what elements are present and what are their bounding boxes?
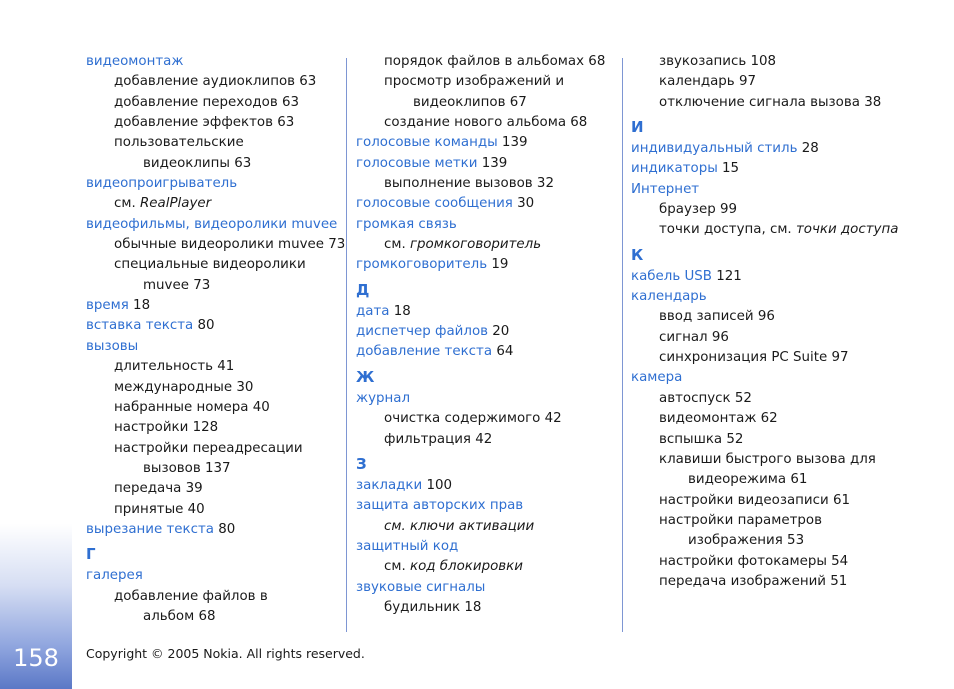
index-subentry xyxy=(356,517,611,537)
index-subentry xyxy=(631,389,886,409)
entry-text: набранные номера 40 xyxy=(114,399,270,415)
index-term xyxy=(631,287,886,307)
index-column-2 xyxy=(356,52,611,618)
index-term xyxy=(356,342,611,362)
index-letter-heading: И xyxy=(631,118,644,137)
entry-text: браузер 99 xyxy=(659,202,738,218)
entry-text: добавление файлов в xyxy=(114,588,268,604)
index-subentry xyxy=(86,255,341,275)
index-subentry xyxy=(631,72,886,92)
index-subentry xyxy=(86,154,341,174)
index-subentry xyxy=(356,174,611,194)
index-term xyxy=(86,520,341,540)
index-subentry xyxy=(356,235,611,255)
index-term xyxy=(86,52,341,72)
index-subentry xyxy=(631,572,886,592)
entry-text: автоспуск 52 xyxy=(659,390,752,406)
entry-text: голосовые сообщения xyxy=(356,196,513,212)
entry-text: календарь 97 xyxy=(659,74,756,90)
entry-text: создание нового альбома 68 xyxy=(384,115,588,131)
entry-text: индикаторы xyxy=(631,161,718,177)
entry-text: отключение сигнала вызова 38 xyxy=(659,94,882,110)
entry-text: громкоговоритель xyxy=(356,257,488,273)
entry-text: ввод записей 96 xyxy=(659,309,775,325)
entry-text: галерея xyxy=(86,568,143,584)
index-term xyxy=(356,496,611,516)
entry-text: выполнение вызовов 32 xyxy=(384,176,554,192)
entry-text: журнал xyxy=(356,390,411,406)
index-term xyxy=(86,337,341,357)
index-subentry xyxy=(631,491,886,511)
index-subentry xyxy=(86,357,341,377)
index-letter-heading: Д xyxy=(356,280,370,299)
entry-text: см. xyxy=(384,559,410,575)
page-ref: 80 xyxy=(213,521,236,537)
entry-text: видеомонтаж xyxy=(86,54,184,69)
index-subentry xyxy=(631,409,886,429)
index-letter-heading: К xyxy=(631,245,644,264)
index-subentry xyxy=(86,93,341,113)
entry-text: диспетчер файлов xyxy=(356,324,489,340)
index-subentry xyxy=(86,235,346,255)
entry-text: пользовательские xyxy=(114,135,244,151)
entry-text: настройки переадресации xyxy=(114,440,303,456)
page-ref: 64 xyxy=(492,344,514,360)
page-ref: 15 xyxy=(717,161,740,177)
entry-text: muvee 73 xyxy=(143,277,211,293)
page-sidebar xyxy=(0,0,72,689)
index-subentry xyxy=(356,598,611,618)
entry-text: точки доступа, см. xyxy=(659,222,796,238)
entry-text: громкая связь xyxy=(356,216,457,232)
entry-text: индивидуальный стиль xyxy=(631,141,798,157)
cross-reference: код блокировки xyxy=(409,559,523,575)
index-term xyxy=(631,267,886,287)
page-ref: 100 xyxy=(422,477,453,493)
entry-text: принятые 40 xyxy=(114,501,205,517)
entry-text: изображения 53 xyxy=(688,533,805,549)
index-subentry xyxy=(86,418,341,438)
index-term xyxy=(86,566,341,586)
index-term xyxy=(356,255,611,275)
index-subentry xyxy=(631,348,886,368)
page-ref: 139 xyxy=(477,155,508,171)
index-subentry xyxy=(86,72,341,92)
index-term xyxy=(356,154,611,174)
cross-reference: RealPlayer xyxy=(139,196,212,212)
entry-text: добавление переходов 63 xyxy=(114,94,300,110)
index-term xyxy=(356,215,611,235)
index-subentry xyxy=(356,430,611,450)
entry-text: вырезание текста xyxy=(86,521,214,537)
index-letter-heading: Ж xyxy=(356,367,375,386)
index-subentry xyxy=(631,552,886,572)
cross-reference: точки доступа xyxy=(795,222,899,238)
entry-text: вставка текста xyxy=(86,318,194,334)
entry-text: будильник 18 xyxy=(384,599,482,615)
index-subentry xyxy=(631,200,886,220)
entry-text: настройки видеозаписи 61 xyxy=(659,492,850,508)
index-term xyxy=(631,368,886,388)
index-subentry xyxy=(631,450,886,470)
entry-text: видеоклипы 63 xyxy=(143,155,252,171)
entry-text: вспышка 52 xyxy=(659,431,744,447)
index-subentry xyxy=(86,459,341,479)
entry-text: камера xyxy=(631,370,683,386)
index-subentry xyxy=(86,607,341,627)
index-subentry xyxy=(356,557,611,577)
page-number: 158 xyxy=(13,644,59,672)
index-subentry xyxy=(86,133,341,153)
index-subentry xyxy=(86,276,341,296)
index-term xyxy=(86,174,341,194)
index-term xyxy=(356,389,611,409)
index-subentry xyxy=(356,113,611,133)
entry-text: защита авторских прав xyxy=(356,498,524,514)
entry-text: см. xyxy=(114,196,140,212)
entry-text: альбом 68 xyxy=(143,608,216,624)
entry-text: настройки фотокамеры 54 xyxy=(659,553,849,569)
page-ref: 18 xyxy=(389,303,411,319)
index-subentry xyxy=(356,409,611,429)
copyright-footer: Copyright © 2005 Nokia. All rights reserved. xyxy=(86,646,365,661)
index-subentry xyxy=(631,328,886,348)
entry-text: звукозапись 108 xyxy=(659,54,777,69)
entry-text: добавление аудиоклипов 63 xyxy=(114,74,317,90)
entry-text: порядок файлов в альбомах 68 xyxy=(384,54,606,69)
index-subentry xyxy=(356,93,611,113)
entry-text: вызовов 137 xyxy=(143,460,231,476)
column-divider xyxy=(622,58,623,632)
entry-text: голосовые метки xyxy=(356,155,478,171)
index-subentry xyxy=(631,307,886,327)
index-subentry xyxy=(356,52,611,72)
entry-text: календарь xyxy=(631,289,707,305)
index-subentry xyxy=(631,470,886,490)
entry-text: вызовы xyxy=(86,338,139,354)
index-subentry xyxy=(86,587,341,607)
index-term xyxy=(631,180,886,200)
entry-text: дата xyxy=(356,303,390,319)
entry-text: передача 39 xyxy=(114,481,203,497)
index-term xyxy=(356,302,611,322)
index-subentry xyxy=(631,430,886,450)
entry-text: настройки 128 xyxy=(114,420,219,436)
entry-text: специальные видеоролики xyxy=(114,257,306,273)
index-subentry xyxy=(631,511,886,531)
index-letter-heading: З xyxy=(356,454,367,473)
index-subentry xyxy=(86,500,341,520)
entry-text: международные 30 xyxy=(114,379,254,395)
page-ref: 20 xyxy=(488,324,510,340)
entry-text: время xyxy=(86,298,129,314)
index-term xyxy=(356,133,611,153)
entry-text: синхронизация PC Suite 97 xyxy=(659,350,849,366)
index-subentry xyxy=(86,439,341,459)
index-subentry xyxy=(86,194,341,214)
index-subentry xyxy=(86,113,341,133)
index-subentry xyxy=(631,220,899,240)
page-ref: 19 xyxy=(487,257,509,273)
page-ref: 121 xyxy=(712,268,742,284)
index-subentry xyxy=(86,479,341,499)
index-term xyxy=(86,215,341,235)
page-ref: 80 xyxy=(193,318,215,334)
entry-text: видеорежима 61 xyxy=(688,472,808,488)
index-term xyxy=(356,578,611,598)
entry-text: защитный код xyxy=(356,538,459,554)
cross-reference: см. ключи активации xyxy=(384,518,535,534)
entry-text: добавление эффектов 63 xyxy=(114,115,295,131)
entry-text: фильтрация 42 xyxy=(384,431,493,447)
index-term xyxy=(356,194,611,214)
entry-text: кабель USB xyxy=(631,268,712,284)
entry-text: голосовые команды xyxy=(356,135,498,151)
entry-text: закладки xyxy=(356,477,423,493)
entry-text: сигнал 96 xyxy=(659,329,729,345)
index-term xyxy=(356,476,611,496)
entry-text: длительность 41 xyxy=(114,359,235,375)
entry-text: видеофильмы, видеоролики muvee xyxy=(86,216,338,232)
page-ref: 18 xyxy=(128,298,151,314)
index-column-3 xyxy=(631,52,899,592)
page-ref: 28 xyxy=(797,141,819,157)
entry-text: звуковые сигналы xyxy=(356,579,486,595)
entry-text: настройки параметров xyxy=(659,512,822,528)
entry-text: обычные видеоролики muvee 73 xyxy=(114,237,346,253)
index-subentry xyxy=(356,72,611,92)
index-term xyxy=(86,296,341,316)
column-divider xyxy=(346,58,347,632)
entry-text: добавление текста xyxy=(356,344,493,360)
page-ref: 139 xyxy=(497,135,528,151)
index-term xyxy=(356,537,611,557)
index-subentry xyxy=(631,93,886,113)
page-ref: 30 xyxy=(512,196,535,212)
index-term xyxy=(356,322,611,342)
index-term xyxy=(631,139,886,159)
entry-text: видеопроигрыватель xyxy=(86,176,238,192)
cross-reference: громкоговоритель xyxy=(409,237,542,253)
index-column-1 xyxy=(86,52,346,627)
index-subentry xyxy=(86,378,341,398)
index-subentry xyxy=(631,52,886,72)
index-term xyxy=(86,316,341,336)
entry-text: Интернет xyxy=(631,181,700,197)
entry-text: видеомонтаж 62 xyxy=(659,411,778,427)
entry-text: клавиши быстрого вызова для xyxy=(659,451,876,467)
entry-text: очистка содержимого 42 xyxy=(384,411,562,427)
entry-text: передача изображений 51 xyxy=(659,573,848,589)
entry-text: видеоклипов 67 xyxy=(413,94,527,110)
index-letter-heading: Г xyxy=(86,545,96,564)
index-term xyxy=(631,159,886,179)
index-subentry xyxy=(86,398,341,418)
index-subentry xyxy=(631,531,886,551)
entry-text: просмотр изображений и xyxy=(384,74,565,90)
entry-text: см. xyxy=(384,237,410,253)
